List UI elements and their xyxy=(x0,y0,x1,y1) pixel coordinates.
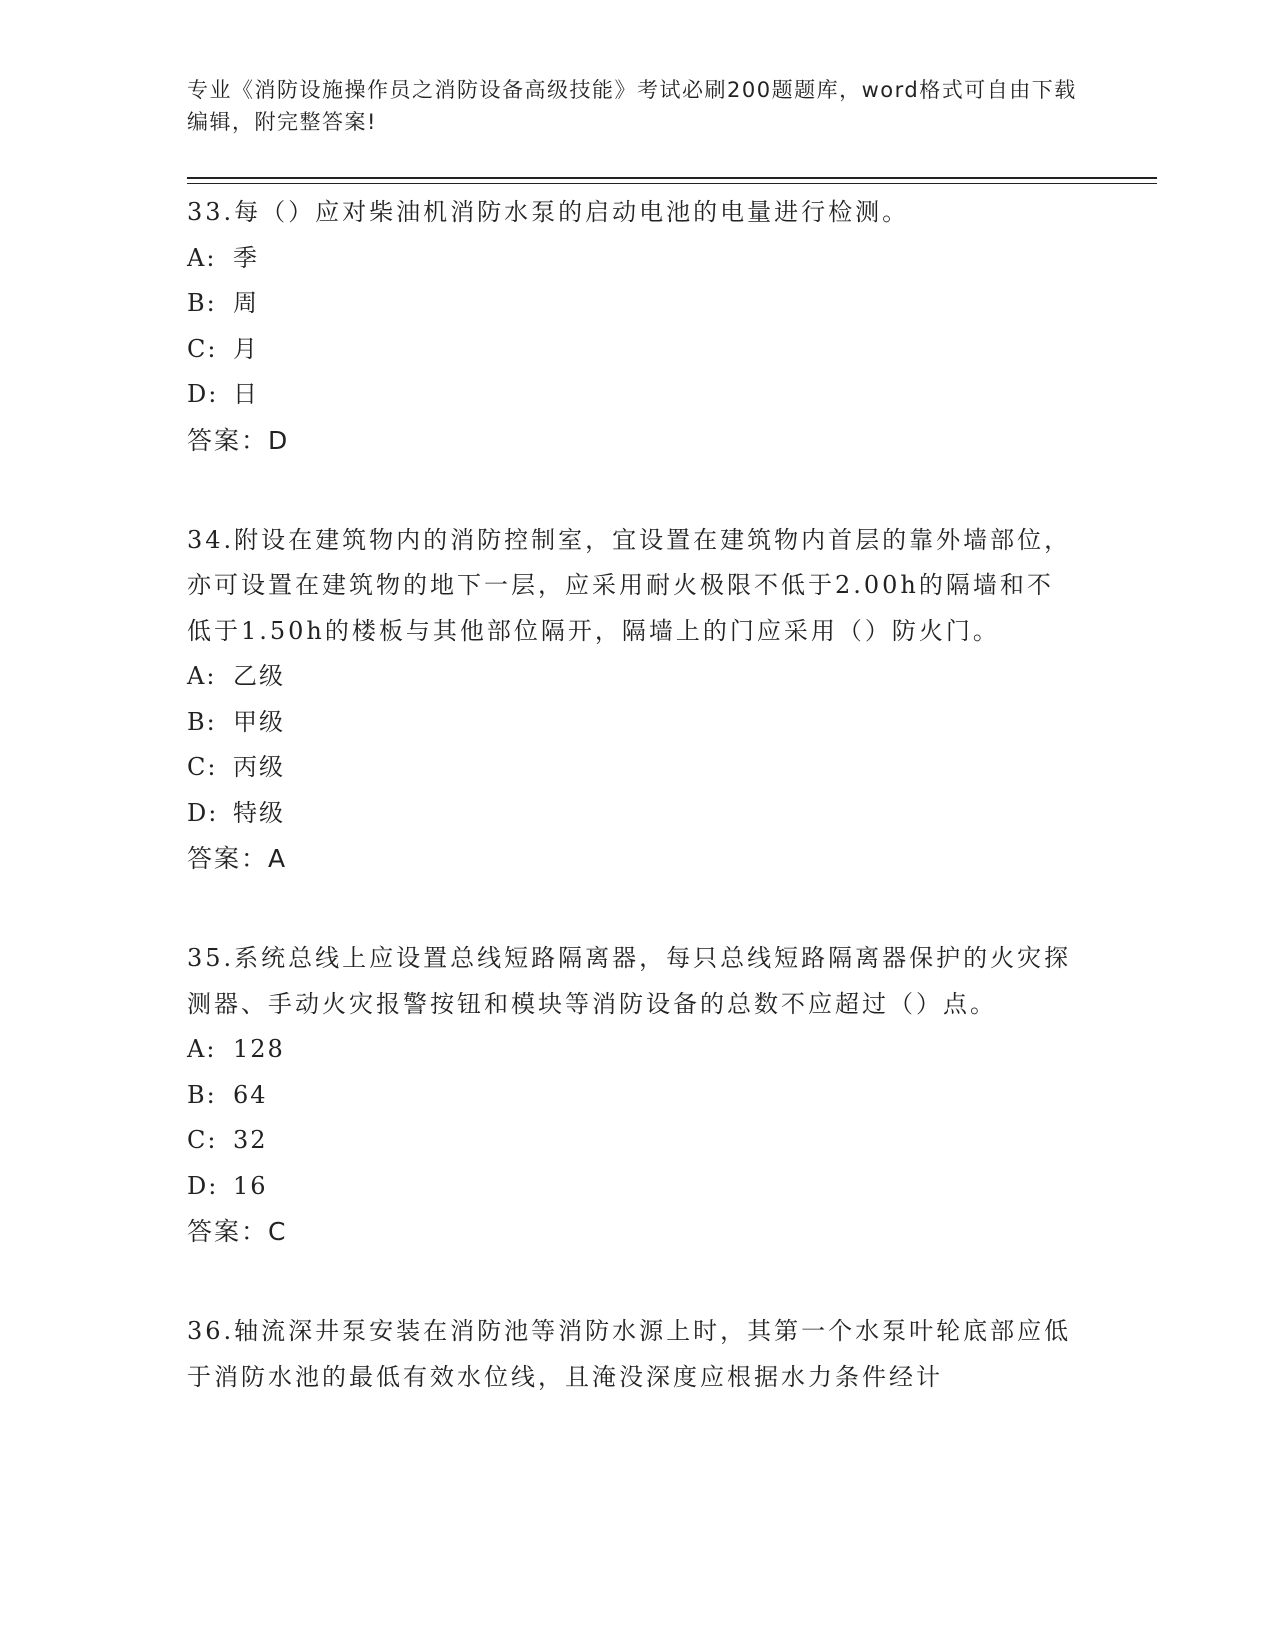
option-letter: B: xyxy=(187,707,217,736)
header-divider-thin xyxy=(187,183,1157,184)
option-letter: D: xyxy=(187,798,219,827)
option-text: 日 xyxy=(233,380,259,408)
option-d xyxy=(187,372,1077,418)
option-letter: C: xyxy=(187,1126,218,1154)
option-b xyxy=(187,281,1077,327)
option-letter: C: xyxy=(187,753,218,781)
option-text: 月 xyxy=(233,334,259,363)
option-d xyxy=(187,791,1077,837)
question-33 xyxy=(187,190,1077,463)
option-letter: A: xyxy=(187,662,217,690)
answer-label: 答案：C xyxy=(187,1217,288,1246)
question-36 xyxy=(187,1309,1077,1400)
option-text: 丙级 xyxy=(233,753,285,781)
option-letter: B: xyxy=(187,1080,217,1109)
question-34 xyxy=(187,518,1077,882)
option-text: 特级 xyxy=(233,798,285,827)
option-b xyxy=(187,700,1077,746)
question-stem: 36.轴流深井泵安装在消防池等消防水源上时，其第一个水泵叶轮底部应低于消防水池的最低有效水位线，且淹没深度应根据水力条件经计 xyxy=(187,1317,1072,1391)
option-letter: D: xyxy=(187,380,219,408)
option-letter: D: xyxy=(187,1171,219,1200)
option-text: 乙级 xyxy=(233,662,285,690)
option-text: 32 xyxy=(233,1126,268,1154)
option-c xyxy=(187,745,1077,791)
option-d xyxy=(187,1164,1077,1210)
answer-label: 答案：A xyxy=(187,844,288,873)
question-stem: 34.附设在建筑物内的消防控制室，宜设置在建筑物内首层的靠外墙部位，亦可设置在建筑物的地下一层，应采用耐火极限不低于2.00h的隔墙和不低于1.50h的楼板与其他部位隔开，隔墙上的门应采用（）防火门。 xyxy=(187,525,1072,645)
answer-label: 答案：D xyxy=(187,425,290,455)
option-c xyxy=(187,327,1077,373)
option-text: 甲级 xyxy=(233,707,285,736)
option-letter: A: xyxy=(187,1035,217,1063)
option-a xyxy=(187,1027,1077,1073)
option-text: 周 xyxy=(233,289,259,317)
option-a xyxy=(187,654,1077,700)
option-c xyxy=(187,1118,1077,1164)
option-a xyxy=(187,236,1077,282)
header-divider-thick xyxy=(187,177,1157,179)
option-text: 128 xyxy=(233,1035,285,1063)
option-letter: C: xyxy=(187,334,218,363)
option-letter: A: xyxy=(187,243,217,272)
option-letter: B: xyxy=(187,289,217,317)
document-header: 专业《消防设施操作员之消防设备高级技能》考试必刷200题题库，word格式可自由下载编辑，附完整答案! xyxy=(187,78,1077,134)
question-list xyxy=(187,190,1077,1455)
question-35 xyxy=(187,936,1077,1254)
option-text: 季 xyxy=(233,243,259,272)
question-stem: 35.系统总线上应设置总线短路隔离器，每只总线短路隔离器保护的火灾探测器、手动火灾报警按钮和模块等消防设备的总数不应超过（）点。 xyxy=(187,944,1072,1018)
option-text: 64 xyxy=(233,1080,268,1109)
option-text: 16 xyxy=(233,1171,268,1200)
question-stem: 33.每（）应对柴油机消防水泵的启动电池的电量进行检测。 xyxy=(187,198,910,226)
option-b xyxy=(187,1073,1077,1119)
